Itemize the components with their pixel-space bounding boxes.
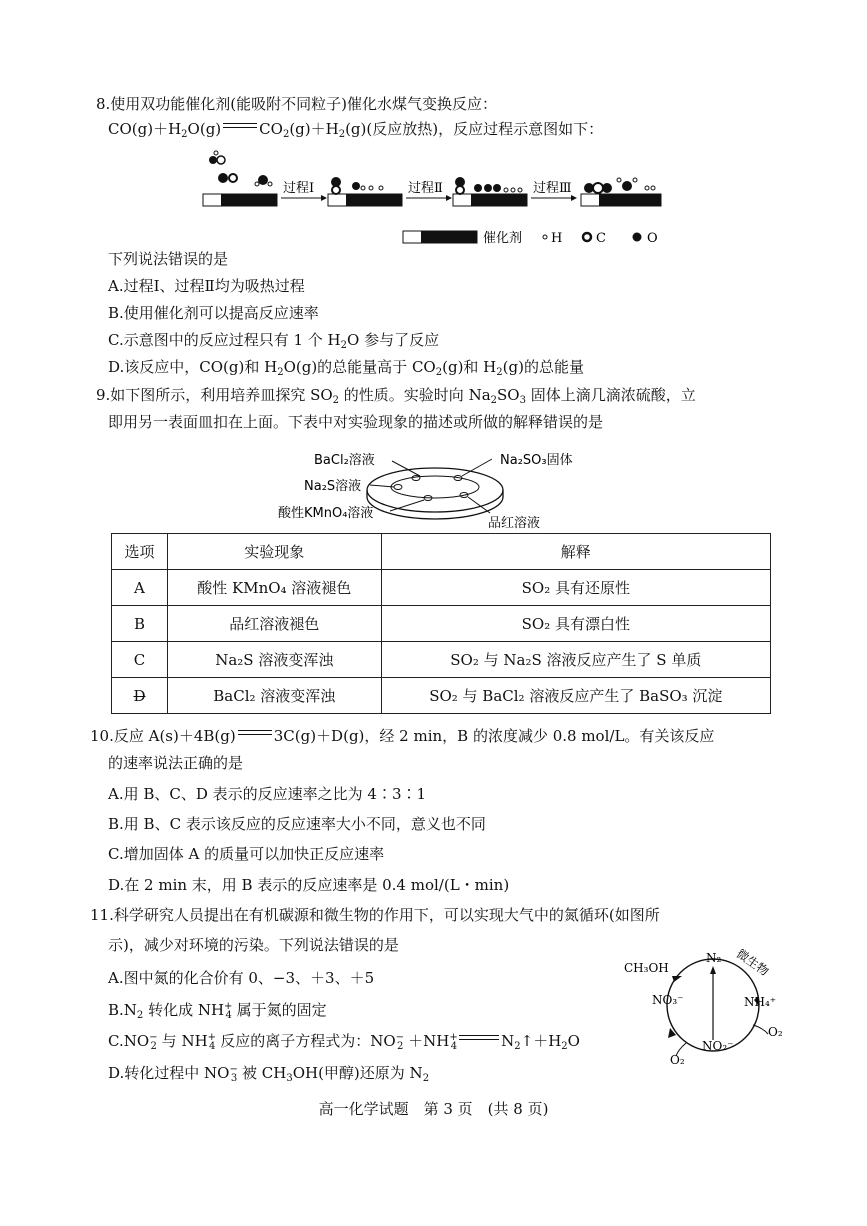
- q11-option-b: $B.N_2$ 转化成 $NH^+_4$ 属于氮的固定: [108, 1001, 327, 1021]
- q8-prompt: 下列说法错误的是: [108, 250, 229, 268]
- label-pinhong: 品红溶液: [488, 516, 541, 531]
- q11-option-d: D.转化过程中 $NO^-_3$ 被 $CH_3OH$(甲醇)还原为 $N_2$: [108, 1064, 430, 1084]
- q11-stem-1: 11.科学研究人员提出在有机碳源和微生物的作用下，可以实现大气中的氮循环(如图所: [90, 906, 660, 924]
- dg-n2: N₂: [706, 951, 722, 965]
- process-2-label: 过程Ⅱ: [408, 181, 443, 196]
- dg-ch3oh: CH₃OH: [624, 961, 669, 975]
- label-na2s: Na₂S溶液: [304, 479, 362, 494]
- table-row: [112, 678, 771, 714]
- q8-option-d: D.该反应中，CO(g)和 $H_2O(g)$的总能量高于 $CO_2(g)$和 $H_2(g)$的总能量: [108, 358, 584, 378]
- q10-stem-1: 10.反应 A(s)＋4B(g) 3C(g)＋D(g)，经 2 min，B 的浓度减少 0.8 mol/L。有关该反应: [90, 727, 715, 745]
- q11-stem-2: 示)，减少对环境的污染。下列说法错误的是: [108, 936, 399, 954]
- equilibrium-arrow: [238, 730, 272, 738]
- q8-option-b: B.使用催化剂可以提高反应速率: [108, 304, 319, 322]
- legend-o: O: [647, 231, 658, 246]
- legend-h: H: [551, 231, 563, 246]
- label-bacl2: BaCl₂溶液: [314, 453, 375, 468]
- q10-option-d: D.在 2 min 末，用 B 表示的反应速率是 0.4 mol/(L・min): [108, 876, 510, 894]
- dg-no2: NO₂⁻: [702, 1039, 734, 1053]
- table-cell: D: [112, 678, 168, 714]
- label-na2so3: Na₂SO₃固体: [500, 453, 573, 468]
- table-cell: SO₂ 与 BaCl₂ 溶液反应产生了 BaSO₃ 沉淀: [381, 678, 770, 714]
- table-row: [112, 642, 771, 678]
- equilibrium-arrow: [223, 123, 257, 131]
- equals-arrow: [459, 1035, 499, 1043]
- table-header: 选项: [112, 534, 168, 570]
- q8-option-a: A.过程Ⅰ、过程Ⅱ均为吸热过程: [108, 277, 305, 295]
- dg-no3: NO₃⁻: [652, 993, 684, 1007]
- q8-eq-b: CO: [259, 120, 283, 138]
- q9-stem-2: 即用另一表面皿扣在上面。下表中对实验现象的描述或所做的解释错误的是: [108, 413, 604, 431]
- table-cell: SO₂ 具有还原性: [381, 570, 770, 606]
- label-kmno4: 酸性KMnO₄溶液: [278, 506, 374, 521]
- q8-equation: $CO(g)+H_2O(g)$ $CO_2(g)+H_2(g)$(反应放热)，反应过程示意图如下：: [108, 120, 604, 140]
- table-row: [112, 570, 771, 606]
- q9-stem-1: 9.如下图所示，利用培养皿探究 $SO_2$ 的性质。实验时向 $Na_2SO_3$ 固体上滴几滴浓硫酸，立: [96, 386, 696, 406]
- legend-c: C: [596, 231, 606, 246]
- process-1-label: 过程Ⅰ: [283, 181, 315, 196]
- q8-option-c: C.示意图中的反应过程只有 1 个 $H_2O$ 参与了反应: [108, 331, 440, 351]
- table-cell: C: [112, 642, 168, 678]
- q10-option-c: C.增加固体 A 的质量可以加快正反应速率: [108, 845, 385, 863]
- q10-stem-2: 的速率说法正确的是: [108, 754, 244, 772]
- q8-stem: 8.使用双功能催化剂(能吸附不同粒子)催化水煤气变换反应：: [96, 95, 498, 113]
- table-cell: SO₂ 具有漂白性: [381, 606, 770, 642]
- dg-nh4: NH₄⁺: [744, 995, 777, 1009]
- table-header-row: [112, 534, 771, 570]
- table-cell: Na₂S 溶液变浑浊: [167, 642, 381, 678]
- page-footer: 高一化学试题 第 3 页 (共 8 页): [318, 1100, 549, 1118]
- q8-eq-left: CO(g)＋H: [108, 120, 182, 138]
- q11-option-c: $C.NO^-_2$ 与 $NH^+_4$ 反应的离子方程式为：$NO^-_2 +NH^+_4$ $N_2↑+H_2O$: [108, 1032, 580, 1052]
- q10-option-a: A.用 B、C、D 表示的反应速率之比为 4∶3∶1: [108, 785, 427, 803]
- dg-o2a: O₂: [768, 1025, 783, 1039]
- table-cell: B: [112, 606, 168, 642]
- table-header: 实验现象: [167, 534, 381, 570]
- table-cell: 品红溶液褪色: [167, 606, 381, 642]
- q9-table: [111, 533, 771, 714]
- q8-eq-c: (g)＋H: [289, 120, 339, 138]
- q8-eq-a: O(g): [187, 120, 222, 138]
- dg-microbe: 微生物: [733, 946, 772, 979]
- catalyst-process-diagram: [195, 148, 675, 248]
- process-3-label: 过程Ⅲ: [533, 181, 572, 196]
- legend-catalyst: 催化剂: [483, 231, 523, 246]
- table-cell: 酸性 KMnO₄ 溶液褪色: [167, 570, 381, 606]
- petri-dish-diagram: [270, 445, 600, 535]
- table-header: 解释: [381, 534, 770, 570]
- table-row: [112, 606, 771, 642]
- q8-eq-d: (g)(反应放热)，反应过程示意图如下：: [345, 120, 604, 138]
- nitrogen-cycle-diagram: [618, 940, 808, 1070]
- dg-o2b: O₂: [670, 1053, 685, 1067]
- table-cell: SO₂ 与 Na₂S 溶液反应产生了 S 单质: [381, 642, 770, 678]
- table-cell: BaCl₂ 溶液变浑浊: [167, 678, 381, 714]
- table-cell: A: [112, 570, 168, 606]
- q10-option-b: B.用 B、C 表示该反应的反应速率大小不同，意义也不同: [108, 815, 486, 833]
- q11-option-a: A.图中氮的化合价有 0、−3、＋3、＋5: [108, 969, 375, 987]
